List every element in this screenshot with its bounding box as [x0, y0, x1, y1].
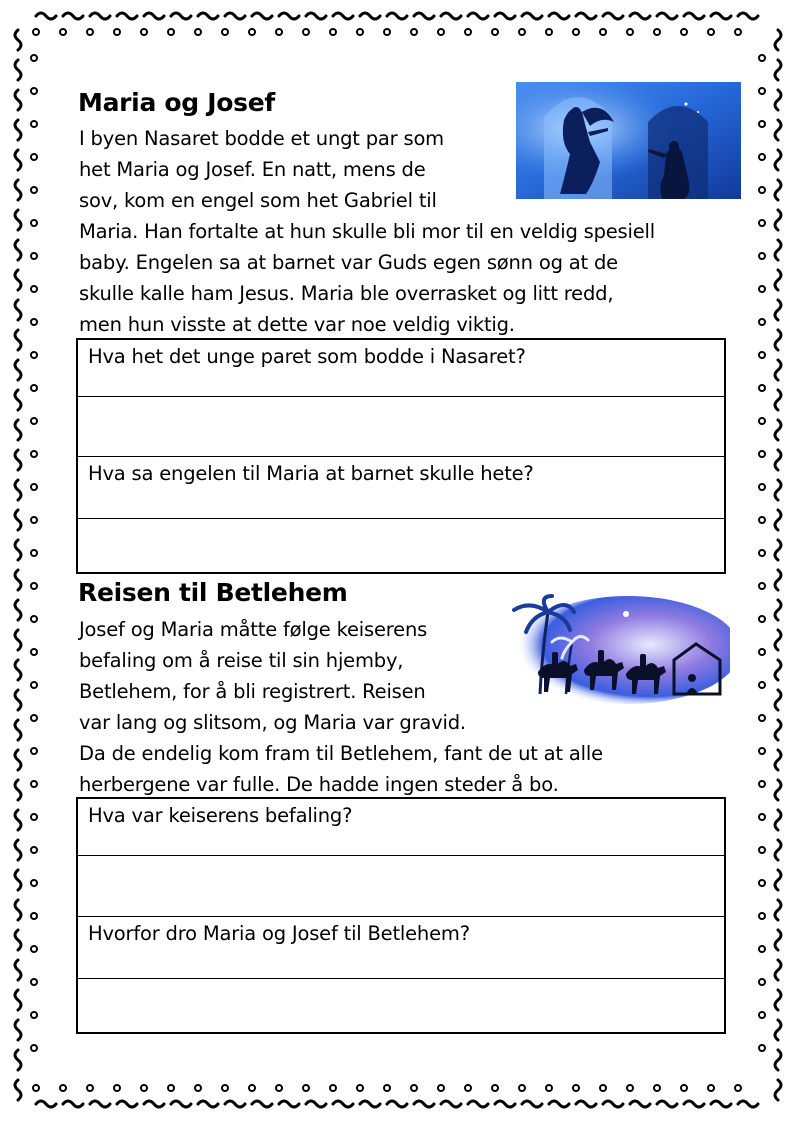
border-dot [759, 121, 765, 127]
border-dot [33, 1085, 39, 1091]
border-dot [759, 517, 765, 523]
border-squiggle [775, 150, 781, 170]
border-dot [759, 847, 765, 853]
answer-box[interactable] [78, 856, 724, 917]
border-squiggle [171, 1101, 191, 1107]
border-squiggle [225, 13, 245, 19]
border-squiggle [360, 1101, 380, 1107]
border-dot [31, 1045, 37, 1051]
border-dot [681, 29, 687, 35]
border-squiggle [775, 600, 781, 620]
border-squiggle [468, 1101, 488, 1107]
border-dot [31, 616, 37, 622]
border-squiggle [775, 450, 781, 470]
border-squiggle [15, 540, 21, 560]
border-dot [759, 187, 765, 193]
question-row [78, 917, 724, 979]
text-line: het Maria og Josef. En natt, mens de [79, 158, 426, 181]
border-dot [31, 946, 37, 952]
border-dot [141, 29, 147, 35]
border-dot [411, 29, 417, 35]
border-dot [31, 550, 37, 556]
border-dot [759, 352, 765, 358]
border-squiggle [775, 840, 781, 860]
border-squiggle [775, 930, 781, 950]
border-squiggle [775, 60, 781, 80]
border-squiggle [171, 13, 191, 19]
border-squiggle [775, 30, 781, 50]
border-squiggle [15, 30, 21, 50]
border-squiggle [549, 13, 569, 19]
border-dot [759, 220, 765, 226]
border-squiggle [15, 1080, 21, 1100]
text-line: var lang og slitsom, og Maria var gravid. [79, 711, 466, 734]
border-squiggle [657, 1101, 677, 1107]
border-squiggle [90, 13, 110, 19]
border-squiggle [15, 990, 21, 1010]
text-line: baby. Engelen sa at barnet var Guds egen sønn og at de [79, 251, 618, 274]
border-dot [31, 583, 37, 589]
answer-box[interactable] [78, 397, 724, 457]
border-dot [114, 29, 120, 35]
border-dot [384, 1085, 390, 1091]
border-squiggle [15, 780, 21, 800]
border-squiggle [775, 90, 781, 110]
text-line: befaling om å reise til sin hjemby, [79, 649, 404, 672]
border-squiggle [15, 900, 21, 920]
border-squiggle [36, 1101, 56, 1107]
border-squiggle [15, 60, 21, 80]
border-dot [33, 29, 39, 35]
border-squiggle [775, 750, 781, 770]
border-squiggle [775, 720, 781, 740]
border-squiggle [15, 1050, 21, 1070]
border-squiggle [522, 13, 542, 19]
border-dot [357, 29, 363, 35]
border-dot [465, 1085, 471, 1091]
border-squiggle [117, 1101, 137, 1107]
border-squiggle [775, 180, 781, 200]
border-squiggle [15, 120, 21, 140]
border-squiggle [15, 1020, 21, 1040]
border-squiggle [441, 1101, 461, 1107]
border-dot [759, 616, 765, 622]
border-dot [759, 814, 765, 820]
border-squiggle [775, 1080, 781, 1100]
border-squiggle [775, 240, 781, 260]
border-squiggle [15, 270, 21, 290]
border-dot [31, 814, 37, 820]
border-squiggle [15, 750, 21, 770]
border-squiggle [225, 1101, 245, 1107]
border-dot [759, 451, 765, 457]
border-dot [31, 352, 37, 358]
border-squiggle [775, 390, 781, 410]
border-squiggle [711, 1101, 731, 1107]
border-dot [759, 88, 765, 94]
border-dot [31, 649, 37, 655]
border-dot [249, 1085, 255, 1091]
border-dot [519, 1085, 525, 1091]
text-line: Maria. Han fortalte at hun skulle bli mor til en veldig spesiell [79, 220, 655, 243]
border-dot [31, 253, 37, 259]
border-dot [31, 847, 37, 853]
border-dot [60, 29, 66, 35]
border-squiggle [63, 1101, 83, 1107]
border-dot [31, 913, 37, 919]
border-dot [195, 1085, 201, 1091]
border-squiggle [15, 960, 21, 980]
border-dot [627, 1085, 633, 1091]
text-line: sov, kom en engel som het Gabriel til [79, 189, 437, 212]
border-squiggle [306, 13, 326, 19]
border-squiggle [15, 90, 21, 110]
border-dot [759, 880, 765, 886]
border-dot [759, 781, 765, 787]
text-line: Josef og Maria måtte følge keiserens [79, 618, 428, 641]
border-squiggle [775, 870, 781, 890]
border-dot [168, 1085, 174, 1091]
border-dot [654, 29, 660, 35]
border-dot [330, 1085, 336, 1091]
border-squiggle [15, 600, 21, 620]
border-dot [31, 55, 37, 61]
answer-box[interactable] [78, 979, 724, 1032]
border-dot [31, 451, 37, 457]
border-squiggle [775, 540, 781, 560]
border-squiggle [15, 240, 21, 260]
border-squiggle [738, 1101, 758, 1107]
border-squiggle [279, 1101, 299, 1107]
border-dot [759, 649, 765, 655]
question-text: Hvorfor dro Maria og Josef til Betlehem? [88, 922, 470, 945]
border-squiggle [144, 13, 164, 19]
question-row [78, 457, 724, 519]
border-squiggle [414, 1101, 434, 1107]
border-squiggle [279, 13, 299, 19]
border-squiggle [15, 930, 21, 950]
border-dot [87, 29, 93, 35]
border-dot [330, 29, 336, 35]
border-dot [759, 946, 765, 952]
border-squiggle [603, 13, 623, 19]
border-dot [735, 1085, 741, 1091]
border-squiggle [603, 1101, 623, 1107]
border-squiggle [198, 1101, 218, 1107]
border-squiggle [15, 150, 21, 170]
border-squiggle [775, 360, 781, 380]
border-squiggle [252, 13, 272, 19]
border-dot [759, 1045, 765, 1051]
border-squiggle [684, 1101, 704, 1107]
border-dot [759, 583, 765, 589]
border-dot [681, 1085, 687, 1091]
border-squiggle [495, 1101, 515, 1107]
border-dot [546, 29, 552, 35]
border-dot [759, 715, 765, 721]
text-line: Da de endelig kom fram til Betlehem, fant de ut at alle [79, 742, 603, 765]
border-dot [759, 385, 765, 391]
border-dot [600, 29, 606, 35]
text-line: I byen Nasaret bodde et ungt par som [79, 127, 444, 150]
border-dot [303, 1085, 309, 1091]
border-squiggle [15, 630, 21, 650]
border-dot [384, 29, 390, 35]
border-squiggle [775, 480, 781, 500]
border-squiggle [387, 1101, 407, 1107]
border-squiggle [775, 330, 781, 350]
border-squiggle [775, 120, 781, 140]
border-squiggle [198, 13, 218, 19]
border-squiggle [441, 13, 461, 19]
border-dot [438, 29, 444, 35]
border-squiggle [775, 1050, 781, 1070]
border-squiggle [15, 870, 21, 890]
border-squiggle [775, 270, 781, 290]
border-dot [759, 1012, 765, 1018]
question-table-1 [76, 338, 726, 574]
border-squiggle [15, 420, 21, 440]
border-dot [31, 187, 37, 193]
border-squiggle [15, 810, 21, 830]
border-squiggle [15, 480, 21, 500]
border-dot [759, 286, 765, 292]
border-squiggle [414, 13, 434, 19]
border-dot [708, 1085, 714, 1091]
text-line: men hun visste at dette var noe veldig viktig. [79, 313, 515, 336]
border-squiggle [775, 570, 781, 590]
border-squiggle [684, 13, 704, 19]
text-line: skulle kalle ham Jesus. Maria ble overrasket og litt redd, [79, 282, 614, 305]
question-text: Hva var keiserens befaling? [88, 804, 353, 827]
border-dot [573, 1085, 579, 1091]
border-dot [168, 29, 174, 35]
border-squiggle [15, 360, 21, 380]
border-squiggle [117, 13, 137, 19]
border-dot [654, 1085, 660, 1091]
border-dot [303, 29, 309, 35]
border-squiggle [333, 13, 353, 19]
border-dot [114, 1085, 120, 1091]
border-squiggle [90, 1101, 110, 1107]
border-dot [759, 253, 765, 259]
border-squiggle [775, 990, 781, 1010]
border-dot [411, 1085, 417, 1091]
border-squiggle [775, 810, 781, 830]
border-squiggle [775, 210, 781, 230]
border-dot [708, 29, 714, 35]
border-dot [31, 682, 37, 688]
border-dot [31, 715, 37, 721]
border-dot [222, 1085, 228, 1091]
border-dot [31, 286, 37, 292]
border-dot [519, 29, 525, 35]
border-dot [546, 1085, 552, 1091]
border-dot [31, 748, 37, 754]
border-dot [276, 1085, 282, 1091]
question-text: Hva sa engelen til Maria at barnet skulle hete? [88, 462, 534, 485]
border-dot [438, 1085, 444, 1091]
border-squiggle [711, 13, 731, 19]
border-dot [31, 121, 37, 127]
border-squiggle [15, 510, 21, 530]
border-dot [31, 517, 37, 523]
border-dot [600, 1085, 606, 1091]
border-squiggle [657, 13, 677, 19]
border-dot [222, 29, 228, 35]
border-dot [87, 1085, 93, 1091]
border-dot [31, 1012, 37, 1018]
border-squiggle [775, 510, 781, 530]
border-dot [735, 29, 741, 35]
border-dot [759, 154, 765, 160]
border-dot [141, 1085, 147, 1091]
question-table-2 [76, 797, 726, 1034]
border-squiggle [333, 1101, 353, 1107]
border-dot [357, 1085, 363, 1091]
border-dot [759, 484, 765, 490]
border-dot [492, 1085, 498, 1091]
border-dot [31, 418, 37, 424]
border-dot [31, 154, 37, 160]
border-squiggle [775, 660, 781, 680]
border-squiggle [15, 330, 21, 350]
border-dot [249, 29, 255, 35]
border-squiggle [775, 300, 781, 320]
border-dot [759, 550, 765, 556]
border-squiggle [15, 300, 21, 320]
annunciation-illustration [516, 82, 741, 199]
border-squiggle [144, 1101, 164, 1107]
question-text: Hva het det unge paret som bodde i Nasaret? [88, 345, 526, 368]
border-squiggle [775, 1020, 781, 1040]
border-dot [759, 748, 765, 754]
question-row [78, 799, 724, 856]
border-dot [31, 880, 37, 886]
border-squiggle [775, 630, 781, 650]
border-squiggle [775, 690, 781, 710]
border-squiggle [775, 960, 781, 980]
answer-box[interactable] [78, 519, 724, 572]
border-squiggle [549, 1101, 569, 1107]
border-dot [759, 319, 765, 325]
border-squiggle [15, 570, 21, 590]
border-dot [60, 1085, 66, 1091]
section-title-reisen-til-betlehem: Reisen til Betlehem [78, 578, 348, 607]
border-squiggle [15, 720, 21, 740]
border-dot [759, 979, 765, 985]
border-dot [759, 682, 765, 688]
border-dot [573, 29, 579, 35]
border-squiggle [775, 900, 781, 920]
border-squiggle [306, 1101, 326, 1107]
border-squiggle [360, 13, 380, 19]
border-squiggle [63, 13, 83, 19]
text-line: Betlehem, for å bli registrert. Reisen [79, 680, 426, 703]
border-squiggle [775, 420, 781, 440]
border-squiggle [15, 210, 21, 230]
border-dot [627, 29, 633, 35]
question-row [78, 340, 724, 397]
border-dot [31, 979, 37, 985]
border-dot [31, 781, 37, 787]
border-dot [759, 418, 765, 424]
border-squiggle [576, 1101, 596, 1107]
border-squiggle [738, 13, 758, 19]
border-squiggle [576, 13, 596, 19]
border-squiggle [15, 180, 21, 200]
section-title-maria-og-josef: Maria og Josef [78, 88, 275, 117]
border-squiggle [522, 1101, 542, 1107]
border-squiggle [468, 13, 488, 19]
border-squiggle [15, 390, 21, 410]
border-dot [492, 29, 498, 35]
border-squiggle [495, 13, 515, 19]
border-dot [31, 220, 37, 226]
border-dot [31, 88, 37, 94]
magi-camels-illustration [508, 594, 730, 706]
border-dot [759, 55, 765, 61]
border-squiggle [387, 13, 407, 19]
border-squiggle [252, 1101, 272, 1107]
border-squiggle [630, 13, 650, 19]
border-dot [276, 29, 282, 35]
border-squiggle [15, 840, 21, 860]
border-squiggle [15, 690, 21, 710]
border-dot [195, 29, 201, 35]
border-dot [31, 484, 37, 490]
border-dot [759, 913, 765, 919]
border-squiggle [630, 1101, 650, 1107]
border-dot [31, 319, 37, 325]
border-squiggle [775, 780, 781, 800]
border-dot [465, 29, 471, 35]
border-dot [31, 385, 37, 391]
border-squiggle [15, 450, 21, 470]
border-squiggle [36, 13, 56, 19]
text-line: herbergene var fulle. De hadde ingen steder å bo. [79, 773, 559, 796]
border-squiggle [15, 660, 21, 680]
